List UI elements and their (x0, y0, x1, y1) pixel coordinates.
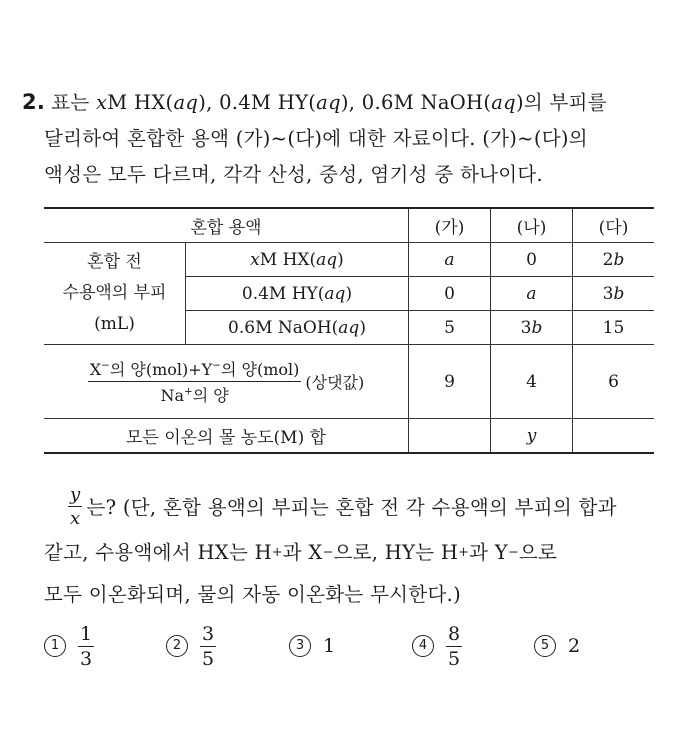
solution-hy: 0.4M HY(aq) (186, 277, 409, 311)
solution-hx: xM HX(aq) (186, 243, 409, 277)
choice-1[interactable]: 1 $\frac{1}{3}$ (44, 620, 94, 672)
header-ga: (가) (409, 208, 491, 243)
volume-label: 혼합 전 수용액의 부피 (mL) (44, 243, 186, 345)
ratio-da: 6 (573, 345, 655, 419)
ratio-na: 4 (491, 345, 573, 419)
cell-hy-na: a (491, 277, 573, 311)
ratio-ga: 9 (409, 345, 491, 419)
choice-3[interactable]: 3 1 (289, 620, 335, 672)
question-line-2: 달리하여 혼합한 용액 (가)~(다)에 대한 자료이다. (가)~(다)의 (44, 127, 588, 150)
total-na: y (491, 419, 573, 454)
answer-choices (44, 620, 644, 672)
stem-line-3: 모두 이온화되며, 물의 자동 이온화는 무시한다.) (44, 583, 462, 606)
question-line-3: 액성은 모두 다르며, 각각 산성, 중성, 염기성 중 하나이다. (44, 163, 543, 186)
stem-line-2: 같고, 수용액에서 HX는 H + 과 X − 으로, HY는 H + 과 Y − 으로 (44, 541, 558, 564)
choice-2[interactable]: 2 $\frac{3}{5}$ (166, 620, 216, 672)
table-header-row (44, 208, 654, 243)
cell-naoh-na: 3b (491, 311, 573, 345)
choice-marker: 4 (412, 635, 434, 657)
question-stem (44, 483, 664, 613)
cell-hx-ga: a (409, 243, 491, 277)
choice-5[interactable]: 5 2 (534, 620, 580, 672)
ratio-fraction: $\frac{X^-의 양(mol)+Y^-의 양(mol)}{Na^+의 양}$ (88, 357, 302, 406)
total-label: 모든 이온의 몰 농도(M) 합 (44, 419, 409, 454)
choice-marker: 2 (166, 635, 188, 657)
cell-hx-da: 2b (573, 243, 655, 277)
question-number: 2. (22, 90, 46, 114)
header-da: (다) (573, 208, 655, 243)
table-row-ratio (44, 345, 654, 419)
cell-naoh-da: 15 (573, 311, 655, 345)
choice-marker: 5 (534, 635, 556, 657)
cell-hy-da: 3b (573, 277, 655, 311)
cell-hx-na: 0 (491, 243, 573, 277)
choice-4[interactable]: 4 $\frac{8}{5}$ (412, 620, 462, 672)
header-mix: 혼합 용액 (44, 208, 409, 243)
relative-note: (상댓값) (305, 373, 365, 392)
choice-marker: 3 (289, 635, 311, 657)
question-text (22, 84, 662, 193)
stem-line-1: $\frac{y}{x}$ 는? (단, 혼합 용액의 부피는 혼합 전 각 수용액의 부피의 합과 (70, 483, 617, 529)
ratio-label (44, 345, 409, 419)
total-ga (409, 419, 491, 454)
question-line-1: 2. 표는 xM HX(aq), 0.4M HY(aq), 0.6M NaOH(aq)의 부피를 (22, 90, 607, 114)
header-na: (나) (491, 208, 573, 243)
table-row-total (44, 419, 654, 454)
table-row-hx (44, 243, 654, 277)
data-table (44, 207, 654, 454)
y-over-x-fraction: $\frac{y}{x}$ (70, 483, 81, 529)
choice-marker: 1 (44, 635, 66, 657)
solution-naoh: 0.6M NaOH(aq) (186, 311, 409, 345)
cell-naoh-ga: 5 (409, 311, 491, 345)
total-da (573, 419, 655, 454)
cell-hy-ga: 0 (409, 277, 491, 311)
